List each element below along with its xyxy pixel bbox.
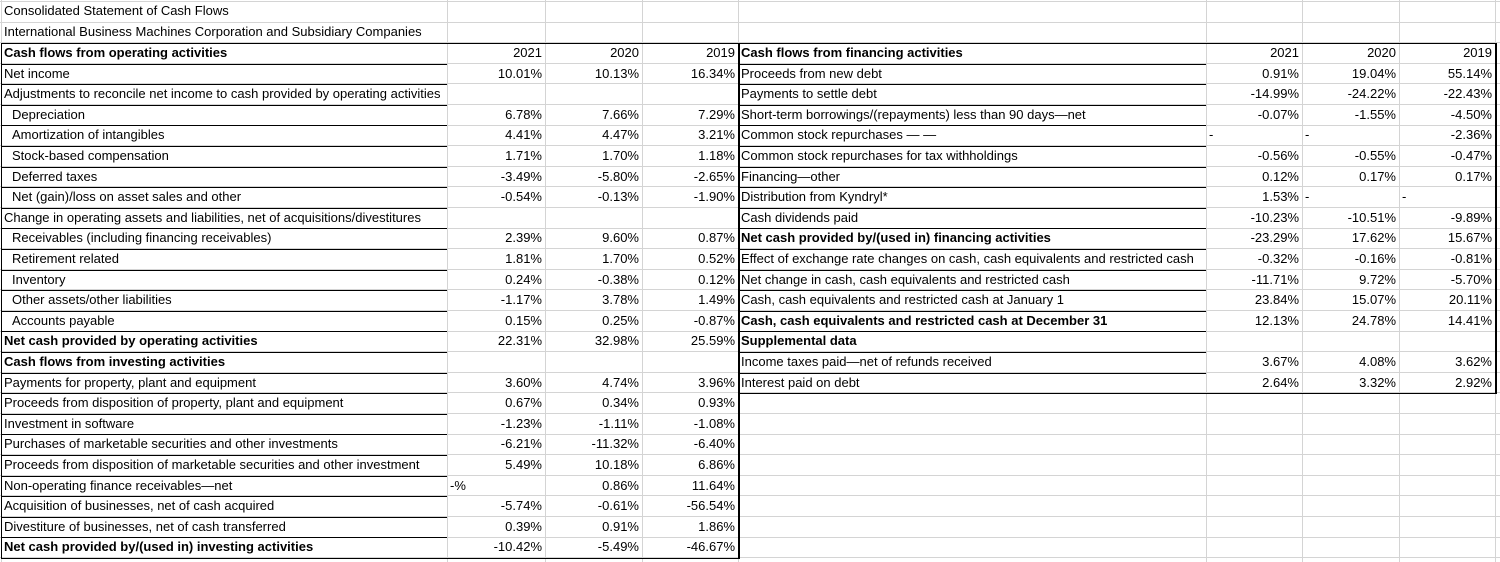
left-row-border xyxy=(1,414,447,415)
left-row-value[interactable]: 4.47% xyxy=(602,127,639,142)
right-row-value[interactable]: 1.53% xyxy=(1262,189,1299,204)
right-header-label[interactable]: Cash flows from financing activities xyxy=(741,45,963,60)
left-row-value[interactable]: 1.18% xyxy=(698,148,735,163)
left-row-border xyxy=(1,228,447,229)
left-row-value[interactable]: -2.65% xyxy=(693,169,735,184)
right-row-value[interactable]: - xyxy=(1209,127,1214,142)
left-row-value[interactable]: 10.18% xyxy=(594,457,639,472)
left-header-year[interactable]: 2020 xyxy=(610,45,639,60)
right-row-value[interactable]: -0.81% xyxy=(1450,251,1492,266)
left-row-value[interactable]: 32.98% xyxy=(594,333,639,348)
left-row-border xyxy=(1,537,447,538)
left-row-value[interactable]: 0.39% xyxy=(505,519,542,534)
left-header-year[interactable]: 2021 xyxy=(513,45,542,60)
right-row-value[interactable]: -14.99% xyxy=(1250,86,1299,101)
left-row-value[interactable]: 2.39% xyxy=(505,230,542,245)
left-row-label[interactable]: Net (gain)/loss on asset sales and other xyxy=(12,189,242,204)
left-row-value[interactable]: 3.21% xyxy=(698,127,735,142)
left-row-value[interactable] xyxy=(447,352,545,373)
left-row-border xyxy=(1,125,447,126)
left-row-value[interactable]: 10.01% xyxy=(497,66,542,81)
left-row-border xyxy=(1,352,447,353)
left-row-border xyxy=(1,187,447,188)
left-row-value[interactable]: 1.71% xyxy=(505,148,542,163)
left-row-label[interactable]: Stock-based compensation xyxy=(12,148,169,163)
left-row-value[interactable]: 25.59% xyxy=(690,333,735,348)
left-row-border xyxy=(1,373,447,374)
left-row-value[interactable]: 16.34% xyxy=(690,66,735,81)
left-row-value[interactable]: 3.96% xyxy=(698,375,735,390)
left-row-value[interactable] xyxy=(545,84,642,105)
left-row-value[interactable]: -10.42% xyxy=(493,539,542,554)
left-row-value[interactable] xyxy=(642,84,738,105)
left-row-value[interactable]: 0.24% xyxy=(505,272,542,287)
left-row-label[interactable]: Accounts payable xyxy=(12,313,115,328)
right-row-border xyxy=(738,105,1206,106)
right-row-value[interactable]: - xyxy=(1402,189,1407,204)
right-row-value[interactable]: -24.22% xyxy=(1347,86,1396,101)
left-row-label[interactable]: Acquisition of businesses, net of cash acquired xyxy=(4,498,275,513)
left-row-border xyxy=(1,43,738,44)
left-row-value[interactable]: -5.49% xyxy=(597,539,639,554)
left-row-value[interactable]: 0.91% xyxy=(602,519,639,534)
left-row-value[interactable] xyxy=(642,208,738,229)
right-row-border xyxy=(738,125,1206,126)
left-row-label[interactable]: Net cash provided by/(used in) investing activities xyxy=(4,539,314,554)
right-row-value[interactable]: 24.78% xyxy=(1351,313,1396,328)
right-row-border xyxy=(738,187,1206,188)
right-row-value[interactable]: -22.43% xyxy=(1443,86,1492,101)
left-row-value[interactable]: 0.25% xyxy=(602,313,639,328)
left-row-value[interactable]: -5.80% xyxy=(597,169,639,184)
right-row-label[interactable]: Effect of exchange rate changes on cash, cash equivalents and restricted cash xyxy=(741,251,1194,266)
right-row-border xyxy=(738,64,1206,65)
right-row-value[interactable]: -5.70% xyxy=(1450,272,1492,287)
right-row-value[interactable]: 9.72% xyxy=(1359,272,1396,287)
right-row-border xyxy=(738,146,1206,147)
right-row-border xyxy=(738,43,1495,44)
left-row-value[interactable]: -0.54% xyxy=(500,189,542,204)
sheet-subtitle[interactable]: International Business Machines Corporation and Subsidiary Companies xyxy=(4,24,422,39)
left-row-value[interactable]: 0.67% xyxy=(505,395,542,410)
right-row-value[interactable] xyxy=(1206,331,1302,352)
right-row-value[interactable]: 0.91% xyxy=(1262,66,1299,81)
right-row-value[interactable]: -0.32% xyxy=(1257,251,1299,266)
right-row-value[interactable]: -10.51% xyxy=(1347,210,1396,225)
right-row-label[interactable]: Short-term borrowings/(repayments) less than 90 days—net xyxy=(741,107,1086,122)
grid-line-horizontal xyxy=(0,22,1500,23)
right-row-value[interactable]: 14.41% xyxy=(1447,313,1492,328)
left-row-value[interactable]: 4.41% xyxy=(505,127,542,142)
right-row-value[interactable]: -11.71% xyxy=(1251,272,1299,287)
left-row-value[interactable]: -56.54% xyxy=(686,498,735,513)
left-row-value[interactable]: -11.32% xyxy=(591,436,639,451)
left-row-border xyxy=(1,208,447,209)
left-row-value[interactable]: 7.66% xyxy=(602,107,639,122)
left-row-label[interactable]: Net cash provided by operating activities xyxy=(4,333,258,348)
left-row-value[interactable]: 6.86% xyxy=(698,457,735,472)
right-row-label[interactable]: Net change in cash, cash equivalents and restricted cash xyxy=(741,272,1070,287)
left-row-value[interactable]: 6.78% xyxy=(505,107,542,122)
left-row-value[interactable] xyxy=(642,352,738,373)
left-row-value[interactable]: -0.61% xyxy=(597,498,639,513)
right-row-value[interactable]: 0.17% xyxy=(1359,169,1396,184)
left-row-label[interactable]: Investment in software xyxy=(4,416,135,431)
right-header-year[interactable]: 2019 xyxy=(1463,45,1492,60)
left-row-value[interactable]: -6.21% xyxy=(500,436,542,451)
left-row-value[interactable]: 0.15% xyxy=(505,313,542,328)
left-row-border xyxy=(1,331,447,332)
left-row-border xyxy=(1,393,447,394)
left-row-value[interactable]: 1.81% xyxy=(505,251,542,266)
left-row-value[interactable] xyxy=(447,208,545,229)
right-row-value[interactable]: -2.36% xyxy=(1450,127,1492,142)
right-header-year[interactable]: 2020 xyxy=(1367,45,1396,60)
left-row-value[interactable]: 0.86% xyxy=(602,478,639,493)
right-row-value[interactable]: -1.55% xyxy=(1354,107,1396,122)
left-row-value[interactable]: 0.87% xyxy=(698,230,735,245)
left-row-value[interactable]: 7.29% xyxy=(698,107,735,122)
left-row-value[interactable]: 1.70% xyxy=(602,251,639,266)
left-row-label[interactable]: Deferred taxes xyxy=(12,169,98,184)
left-row-label[interactable]: Change in operating assets and liabilities, net of acquisitions/divestitures xyxy=(4,210,421,225)
left-row-value[interactable]: 0.34% xyxy=(602,395,639,410)
left-row-border xyxy=(1,455,447,456)
left-row-value[interactable] xyxy=(447,84,545,105)
right-row-value[interactable]: -0.55% xyxy=(1354,148,1396,163)
left-header-label[interactable]: Cash flows from operating activities xyxy=(4,45,228,60)
left-row-label[interactable]: Proceeds from disposition of property, plant and equipment xyxy=(4,395,344,410)
left-row-label[interactable]: Net income xyxy=(4,66,70,81)
right-row-value[interactable]: - xyxy=(1305,127,1310,142)
left-row-value[interactable]: 1.49% xyxy=(698,292,735,307)
left-row-value[interactable]: -1.23% xyxy=(500,416,542,431)
right-row-value[interactable]: 2.92% xyxy=(1455,375,1492,390)
left-row-value[interactable]: 0.12% xyxy=(698,272,735,287)
left-row-border xyxy=(1,517,447,518)
left-row-label[interactable]: Proceeds from disposition of marketable securities and other investment xyxy=(4,457,420,472)
right-row-value[interactable]: -0.47% xyxy=(1450,148,1492,163)
right-row-label[interactable]: Proceeds from new debt xyxy=(741,66,882,81)
left-row-value[interactable]: 3.78% xyxy=(602,292,639,307)
left-row-value[interactable]: -% xyxy=(450,478,466,493)
left-row-value[interactable]: 11.64% xyxy=(691,478,735,493)
right-row-value[interactable]: 20.11% xyxy=(1448,292,1492,307)
right-row-value[interactable]: 4.08% xyxy=(1359,354,1396,369)
right-row-border xyxy=(738,393,1495,394)
left-row-value[interactable]: -1.08% xyxy=(693,416,735,431)
right-row-label[interactable]: Distribution from Kyndryl* xyxy=(741,189,888,204)
left-row-label[interactable]: Other assets/other liabilities xyxy=(12,292,172,307)
left-row-border xyxy=(1,249,447,250)
left-row-border xyxy=(1,105,447,106)
right-row-label[interactable]: Income taxes paid—net of refunds received xyxy=(741,354,992,369)
left-row-border xyxy=(1,476,447,477)
left-row-border xyxy=(1,84,447,85)
right-row-label[interactable]: Common stock repurchases — — xyxy=(741,127,937,142)
left-row-value[interactable]: -1.17% xyxy=(500,292,542,307)
right-row-value[interactable]: -0.56% xyxy=(1257,148,1299,163)
right-row-label[interactable]: Cash, cash equivalents and restricted cash at December 31 xyxy=(741,313,1108,328)
left-row-label[interactable]: Inventory xyxy=(12,272,66,287)
left-row-border xyxy=(1,290,447,291)
left-row-label[interactable]: Adjustments to reconcile net income to cash provided by operating activities xyxy=(4,86,441,101)
left-row-border xyxy=(1,64,447,65)
left-row-label[interactable]: Retirement related xyxy=(12,251,119,266)
left-row-border xyxy=(1,146,447,147)
right-row-border xyxy=(738,352,1206,353)
right-row-value[interactable]: -0.07% xyxy=(1257,107,1299,122)
right-row-label[interactable]: Payments to settle debt xyxy=(741,86,877,101)
left-row-value[interactable]: -1.11% xyxy=(598,416,639,431)
right-row-label[interactable]: Supplemental data xyxy=(741,333,857,348)
right-row-value[interactable]: -23.29% xyxy=(1250,230,1299,245)
right-row-border xyxy=(738,331,1206,332)
left-row-value[interactable]: 3.60% xyxy=(505,375,542,390)
left-row-value[interactable]: 10.13% xyxy=(594,66,639,81)
left-row-border xyxy=(1,270,447,271)
right-row-value[interactable]: 23.84% xyxy=(1254,292,1299,307)
right-row-value[interactable]: 12.13% xyxy=(1254,313,1299,328)
right-row-value[interactable]: 19.04% xyxy=(1351,66,1396,81)
right-table-border-right xyxy=(1495,43,1497,394)
left-row-border xyxy=(1,496,447,497)
left-row-label[interactable]: Receivables (including financing receivables) xyxy=(12,230,272,245)
left-row-label[interactable]: Divestiture of businesses, net of cash transferred xyxy=(4,519,286,534)
left-row-value[interactable] xyxy=(545,208,642,229)
left-row-label[interactable]: Cash flows from investing activities xyxy=(4,354,226,369)
left-row-label[interactable]: Purchases of marketable securities and other investments xyxy=(4,436,338,451)
right-row-value[interactable]: 0.17% xyxy=(1455,169,1492,184)
right-row-value[interactable]: - xyxy=(1305,189,1310,204)
left-row-label[interactable]: Amortization of intangibles xyxy=(12,127,165,142)
left-row-border xyxy=(1,167,447,168)
left-row-value[interactable]: -6.40% xyxy=(693,436,735,451)
left-row-value[interactable]: -0.87% xyxy=(693,313,735,328)
right-row-border xyxy=(738,311,1206,312)
right-row-label[interactable]: Common stock repurchases for tax withholdings xyxy=(741,148,1018,163)
left-row-border xyxy=(1,311,447,312)
left-row-value[interactable]: 1.70% xyxy=(602,148,639,163)
left-row-value[interactable]: 9.60% xyxy=(602,230,639,245)
left-row-border xyxy=(1,558,738,559)
right-row-label[interactable]: Interest paid on debt xyxy=(741,375,860,390)
grid-line-horizontal xyxy=(0,1,1500,2)
left-row-border xyxy=(1,434,447,435)
left-row-label[interactable]: Depreciation xyxy=(12,107,85,122)
right-row-value[interactable]: -10.23% xyxy=(1250,210,1299,225)
right-row-border xyxy=(738,228,1206,229)
right-row-value[interactable]: 15.07% xyxy=(1351,292,1396,307)
left-row-value[interactable]: -3.49% xyxy=(500,169,542,184)
sheet-title[interactable]: Consolidated Statement of Cash Flows xyxy=(4,3,229,18)
right-row-value[interactable]: -9.89% xyxy=(1450,210,1492,225)
right-header-year[interactable]: 2021 xyxy=(1270,45,1299,60)
right-row-label[interactable]: Financing—other xyxy=(741,169,840,184)
left-row-value[interactable]: -46.67% xyxy=(686,539,735,554)
right-row-value[interactable]: 55.14% xyxy=(1447,66,1492,81)
right-row-value[interactable]: 17.62% xyxy=(1351,230,1396,245)
right-row-value[interactable]: 0.12% xyxy=(1262,169,1299,184)
right-row-border xyxy=(738,249,1206,250)
right-row-value[interactable]: 3.32% xyxy=(1359,375,1396,390)
left-row-value[interactable]: 4.74% xyxy=(602,375,639,390)
right-row-border xyxy=(738,208,1206,209)
left-row-value[interactable]: -5.74% xyxy=(500,498,542,513)
left-row-value[interactable]: 5.49% xyxy=(505,457,542,472)
right-row-label[interactable]: Cash dividends paid xyxy=(741,210,859,225)
left-row-value[interactable]: 22.31% xyxy=(497,333,542,348)
right-row-border xyxy=(738,270,1206,271)
right-row-border xyxy=(738,373,1206,374)
right-row-value[interactable]: 2.64% xyxy=(1262,375,1299,390)
right-row-value[interactable]: -0.16% xyxy=(1354,251,1396,266)
right-row-value[interactable] xyxy=(1302,331,1399,352)
left-row-label[interactable]: Non-operating finance receivables—net xyxy=(4,478,233,493)
left-row-value[interactable]: 1.86% xyxy=(698,519,735,534)
right-row-value[interactable] xyxy=(1399,331,1495,352)
right-row-label[interactable]: Net cash provided by/(used in) financing activities xyxy=(741,230,1051,245)
right-row-value[interactable]: 3.67% xyxy=(1262,354,1299,369)
right-row-border xyxy=(738,167,1206,168)
right-row-border xyxy=(738,290,1206,291)
right-row-value[interactable]: 15.67% xyxy=(1447,230,1492,245)
right-row-value[interactable]: 3.62% xyxy=(1455,354,1492,369)
left-row-value[interactable] xyxy=(545,352,642,373)
left-row-value[interactable]: -0.13% xyxy=(597,189,639,204)
right-table-border-left xyxy=(738,43,739,394)
left-row-label[interactable]: Payments for property, plant and equipment xyxy=(4,375,256,390)
right-row-value[interactable]: -4.50% xyxy=(1450,107,1492,122)
left-row-value[interactable]: 0.52% xyxy=(698,251,735,266)
right-row-label[interactable]: Cash, cash equivalents and restricted cash at January 1 xyxy=(741,292,1065,307)
left-row-value[interactable]: 0.93% xyxy=(698,395,735,410)
right-row-border xyxy=(738,84,1206,85)
left-table-border-left xyxy=(1,43,2,559)
left-row-value[interactable]: -0.38% xyxy=(597,272,639,287)
left-header-year[interactable]: 2019 xyxy=(706,45,735,60)
left-row-value[interactable]: -1.90% xyxy=(693,189,735,204)
